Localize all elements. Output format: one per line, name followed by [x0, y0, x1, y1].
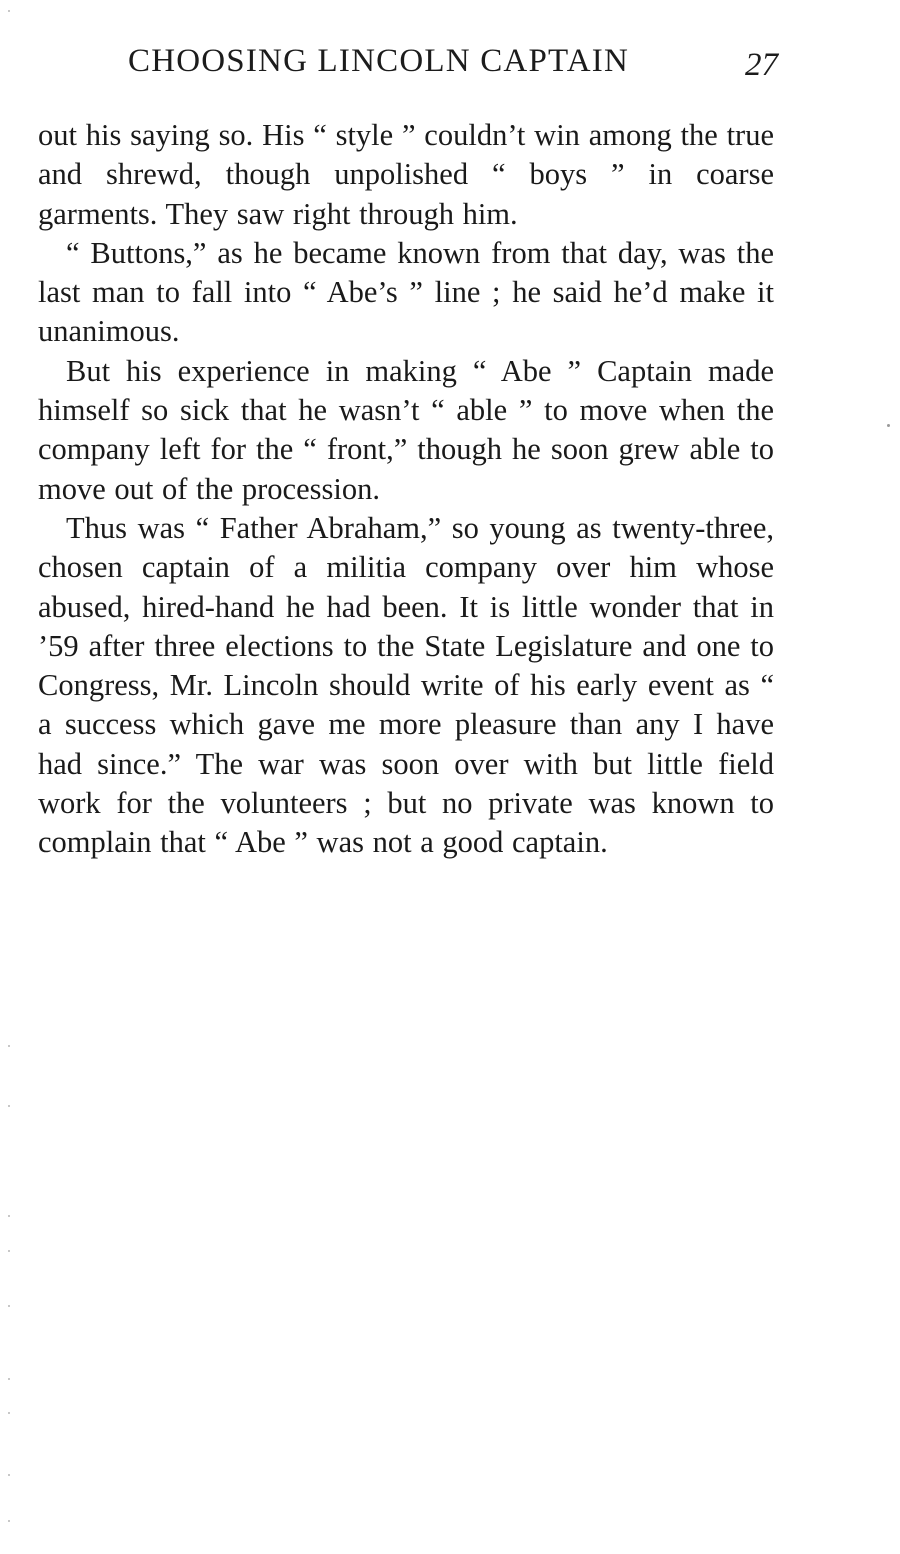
body-text: [38, 116, 774, 863]
paragraph-father-abraham: Thus was “ Father Abraham,” so young as twenty-three, chosen captain of a militia company over him whose abused, hired-hand he had been. It is little wonder that in ’59 after three elections to the State Legislature and one to Congress, Mr. Lincoln should write of his early event as “ a success which gave me more pleasure than any I have had since.” The war was soon over with but little field work for the volunteers ; but no private was known to complain that “ Abe ” was not a good captain.: [38, 510, 774, 860]
paragraph-buttons: “ Buttons,” as he became known from that day, was the last man to fall into “ Abe’s ” line ; he said he’d make it unanimous.: [38, 235, 774, 349]
paragraph-continuation: out his saying so. His “ style ” couldn’t win among the true and shrewd, though unpolished “ boys ” in coarse garments. They saw right through him.: [38, 118, 774, 231]
paragraph-experience: But his experience in making “ Abe ” Captain made himself so sick that he wasn’t “ able ” to move when the company left for the “ front,” though he soon grew able to move out of the procession.: [38, 353, 774, 506]
running-title: CHOOSING LINCOLN CAPTAIN: [128, 43, 629, 79]
running-head: [38, 38, 778, 88]
page-number: 27: [745, 47, 778, 83]
scan-speck: [887, 424, 890, 427]
